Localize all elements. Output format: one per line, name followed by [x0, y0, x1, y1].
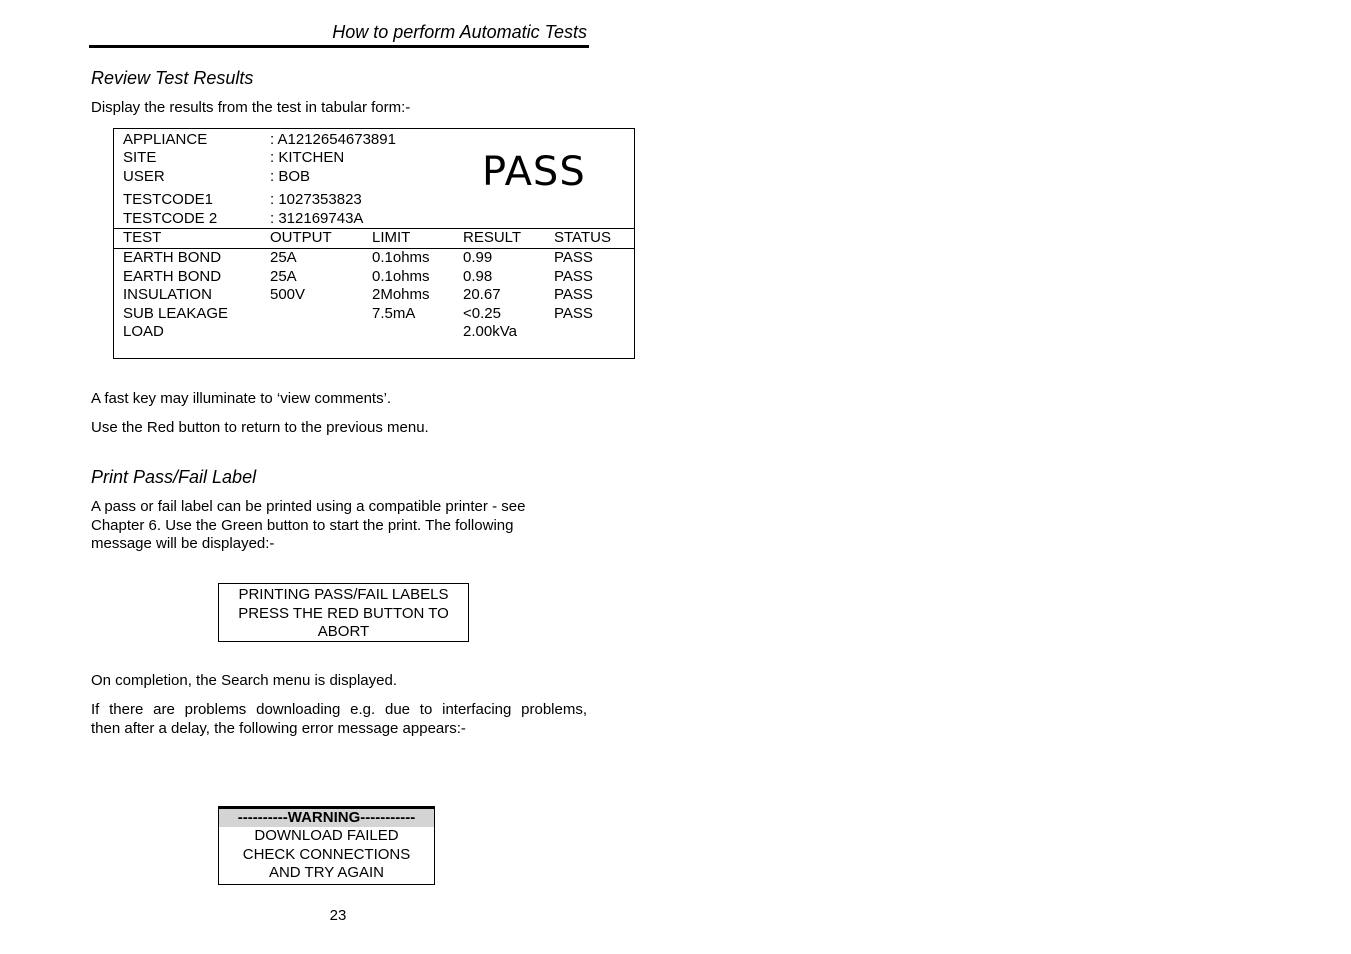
message-line: CHECK CONNECTIONS: [242, 845, 411, 863]
cell-limit: 7.5mA: [372, 305, 416, 322]
print-intro-line: A pass or fail label can be printed using a compatible printer - see: [91, 498, 526, 515]
completion-note: On completion, the Search menu is displayed.: [91, 672, 397, 689]
cell-status: PASS: [554, 249, 593, 266]
info-label: APPLIANCE: [123, 131, 208, 148]
page-header-title: How to perform Automatic Tests: [332, 22, 587, 42]
problems-line: then after a delay, the following error message appears:-: [91, 719, 466, 737]
header-rule: [89, 45, 589, 48]
cell-output: 25A: [270, 249, 297, 266]
page-number: 23: [329, 907, 347, 924]
column-header-limit: LIMIT: [372, 229, 411, 246]
cell-result: <0.25: [463, 305, 501, 322]
message-line: ABORT: [317, 623, 370, 640]
info-value: : A1212654673891: [270, 131, 396, 148]
cell-status: PASS: [554, 305, 593, 322]
cell-output: 500V: [270, 286, 306, 303]
info-value: : 1027353823: [270, 191, 362, 208]
cell-limit: 2Mohms: [372, 286, 430, 303]
problems-line: If there are problems downloading e.g. due to interfacing problems,: [91, 701, 587, 718]
column-header-output: OUTPUT: [270, 229, 332, 246]
cell-test: EARTH BOND: [123, 249, 222, 266]
cell-limit: 0.1ohms: [372, 249, 430, 266]
cell-output: 25A: [270, 268, 297, 285]
print-intro: [91, 498, 587, 554]
print-intro-line: message will be displayed:-: [91, 535, 275, 552]
red-button-note: Use the Red button to return to the previous menu.: [91, 419, 429, 436]
review-intro: Display the results from the test in tabular form:-: [91, 99, 411, 116]
cell-result: 2.00kVa: [463, 323, 517, 340]
warning-message-box: [218, 806, 435, 885]
cell-status: PASS: [554, 268, 593, 285]
cell-test: EARTH BOND: [123, 268, 222, 285]
info-value: : 312169743A: [270, 210, 364, 227]
info-value: : KITCHEN: [270, 149, 345, 166]
info-label: USER: [123, 168, 165, 185]
cell-test: INSULATION: [123, 286, 212, 303]
print-intro-line: Chapter 6. Use the Green button to start the print. The following: [91, 516, 514, 534]
message-line: PRESS THE RED BUTTON TO: [238, 604, 449, 622]
cell-result: 0.98: [463, 268, 493, 285]
fast-key-note: A fast key may illuminate to ‘view comments’.: [91, 390, 392, 407]
info-label: SITE: [123, 149, 157, 166]
info-label: TESTCODE1: [123, 191, 214, 208]
section-title-print: Print Pass/Fail Label: [91, 467, 257, 487]
column-header-result: RESULT: [463, 229, 522, 246]
message-line: DOWNLOAD FAILED: [254, 827, 399, 844]
cell-test: LOAD: [123, 323, 164, 340]
message-line: AND TRY AGAIN: [268, 864, 385, 881]
column-header-status: STATUS: [554, 229, 611, 246]
column-header-test: TEST: [123, 229, 162, 246]
message-line: PRINTING PASS/FAIL LABELS: [238, 586, 449, 603]
warning-heading: ----------WARNING-----------: [219, 809, 434, 827]
info-label: TESTCODE 2: [123, 210, 218, 227]
info-value: : BOB: [270, 168, 311, 185]
section-title-review: Review Test Results: [91, 68, 254, 88]
problems-note: [91, 701, 587, 738]
cell-result: 20.67: [463, 286, 501, 303]
cell-result: 0.99: [463, 249, 493, 266]
cell-test: SUB LEAKAGE: [123, 305, 229, 322]
cell-limit: 0.1ohms: [372, 268, 430, 285]
verdict-pass: PASS: [482, 149, 586, 195]
results-screen: [113, 128, 635, 359]
printing-message-box: [218, 583, 469, 642]
cell-status: PASS: [554, 286, 593, 303]
